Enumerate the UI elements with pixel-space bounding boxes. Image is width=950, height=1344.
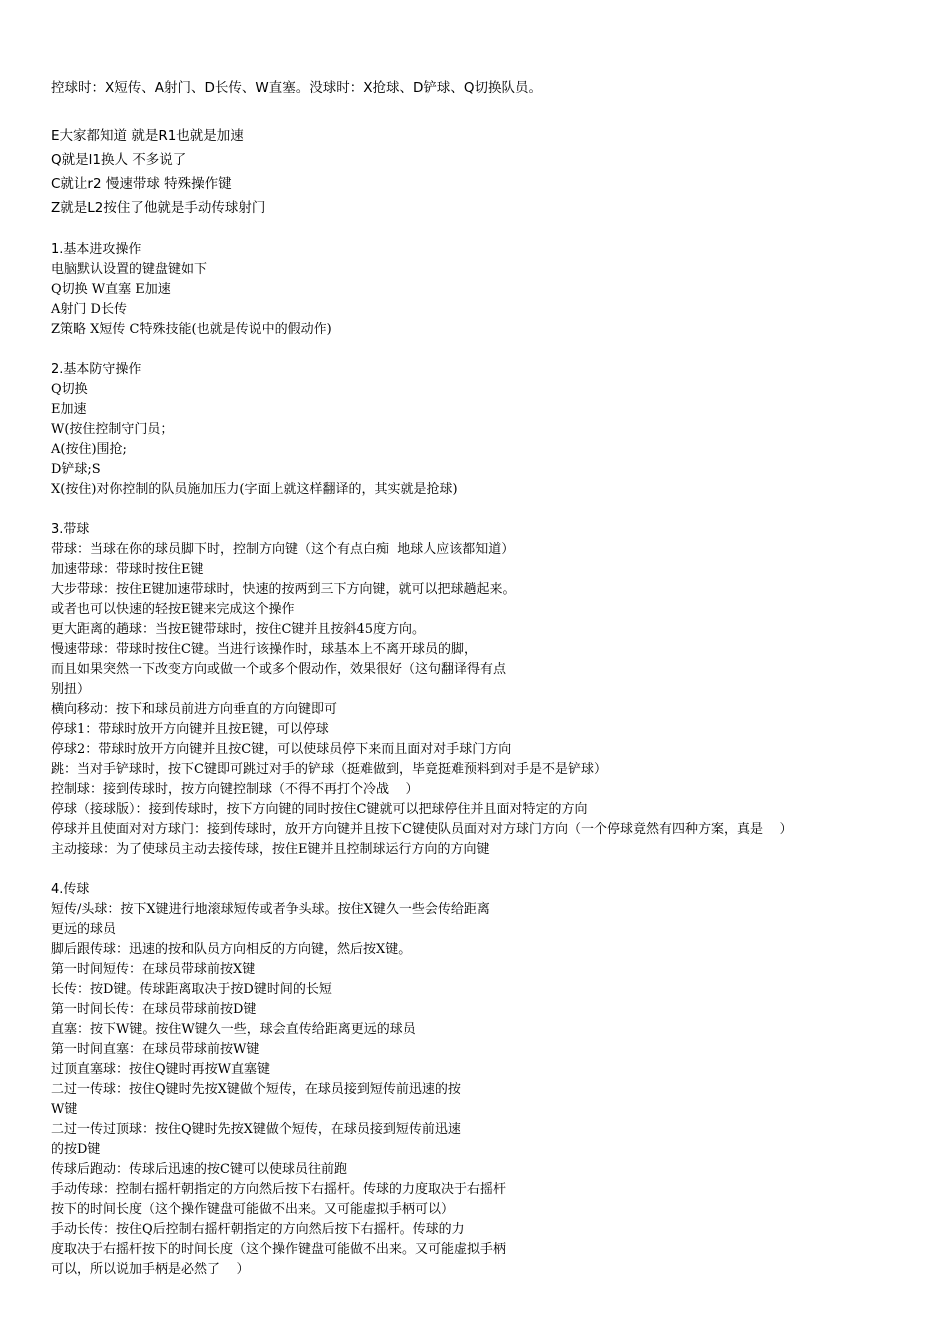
section-line: 横向移动：按下和球员前进方向垂直的方向键即可 bbox=[51, 702, 338, 717]
section-line: 电脑默认设置的键盘键如下 bbox=[51, 262, 208, 277]
section-line: 带球：当球在你的球员脚下时，控制方向键（这个有点白痴 地球人应该都知道） bbox=[51, 542, 515, 557]
section-line: 停球（接球版）：接到传球时，按下方向键的同时按住C键就可以把球停住并且面对特定的方向 bbox=[51, 802, 588, 817]
section-line: 手动传球：控制右摇杆朝指定的方向然后按下右摇杆。传球的力度取决于右摇杆 bbox=[51, 1182, 507, 1197]
section-line: 第一时间直塞：在球员带球前按W键 bbox=[51, 1042, 260, 1057]
section-line: 别扭） bbox=[51, 682, 91, 697]
section-line: 大步带球：按住E键加速带球时，快速的按两到三下方向键，就可以把球趟起来。 bbox=[51, 582, 516, 597]
section-line: 脚后跟传球：迅速的按和队员方向相反的方向键，然后按X键。 bbox=[51, 942, 412, 957]
section-line: 停球1：带球时放开方向键并且按E键，可以停球 bbox=[51, 722, 329, 737]
section-passing bbox=[51, 880, 911, 1280]
section-line: 过顶直塞球：按住Q键时再按W直塞键 bbox=[51, 1062, 271, 1077]
section-line: 二过一传过顶球：按住Q键时先按X键做个短传，在球员接到短传前迅速 bbox=[51, 1122, 461, 1137]
section-line: 按下的时间长度（这个操作键盘可能做不出来。又可能虚拟手柄可以） bbox=[51, 1202, 455, 1217]
section-line: D铲球;S bbox=[51, 462, 101, 477]
section-line: 第一时间长传：在球员带球前按D键 bbox=[51, 1002, 257, 1017]
section-line: Q切换 W直塞 E加速 bbox=[51, 282, 171, 297]
section-line: 更大距离的趟球：当按E键带球时，按住C键并且按斜45度方向。 bbox=[51, 622, 425, 637]
section-line: 更远的球员 bbox=[51, 922, 117, 937]
section-line: Z策略 X短传 C特殊技能(也就是传说中的假动作) bbox=[51, 322, 332, 337]
key-note: Q就是l1换人 不多说了 bbox=[51, 152, 187, 168]
section-line: W键 bbox=[51, 1102, 78, 1117]
section-line: 停球2：带球时放开方向键并且按C键，可以使球员停下来而且面对对手球门方向 bbox=[51, 742, 512, 757]
section-line: Q切换 bbox=[51, 382, 88, 397]
section-line: 长传：按D键。传球距离取决于按D键时间的长短 bbox=[51, 982, 332, 997]
section-dribbling bbox=[51, 520, 911, 860]
section-heading: 1.基本进攻操作 bbox=[51, 242, 142, 257]
section-line: X(按住)对你控制的队员施加压力(字面上就这样翻译的，其实就是抢球) bbox=[51, 482, 458, 497]
key-note: E大家都知道 就是R1也就是加速 bbox=[51, 128, 244, 144]
section-line: 慢速带球：带球时按住C键。当进行该操作时，球基本上不离开球员的脚， bbox=[51, 642, 477, 657]
section-basic-attack bbox=[51, 240, 911, 340]
section-heading: 4.传球 bbox=[51, 882, 90, 897]
section-line: 第一时间短传：在球员带球前按X键 bbox=[51, 962, 256, 977]
section-line: A(按住)围抢; bbox=[51, 442, 127, 457]
section-basic-defense bbox=[51, 360, 911, 500]
intro-line: 控球时：X短传、A射门、D长传、W直塞。没球时：X抢球、D铲球、Q切换队员。 bbox=[51, 80, 542, 96]
section-line: E加速 bbox=[51, 402, 87, 417]
section-line: 二过一传球：按住Q键时先按X键做个短传，在球员接到短传前迅速的按 bbox=[51, 1082, 461, 1097]
key-note: C就让r2 慢速带球 特殊操作键 bbox=[51, 176, 232, 192]
section-line: 度取决于右摇杆按下的时间长度（这个操作键盘可能做不出来。又可能虚拟手柄 bbox=[51, 1242, 507, 1257]
key-notes bbox=[51, 124, 911, 220]
section-line: W(按住控制守门员； bbox=[51, 422, 174, 437]
key-note: Z就是L2按住了他就是手动传球射门 bbox=[51, 200, 266, 216]
section-line: 的按D键 bbox=[51, 1142, 101, 1157]
section-line: 主动接球：为了使球员主动去接传球，按住E键并且控制球运行方向的方向键 bbox=[51, 842, 490, 857]
section-line: 加速带球：带球时按住E键 bbox=[51, 562, 204, 577]
section-line: 直塞：按下W键。按住W键久一些，球会直传给距离更远的球员 bbox=[51, 1022, 416, 1037]
section-heading: 2.基本防守操作 bbox=[51, 362, 142, 377]
section-line: 可以，所以说加手柄是必然了 ） bbox=[51, 1262, 250, 1277]
section-line: 控制球：接到传球时，按方向键控制球（不得不再打个冷战 ） bbox=[51, 782, 419, 797]
document-page bbox=[51, 76, 911, 1280]
section-line: 短传/头球：按下X键进行地滚球短传或者争头球。按住X键久一些会传给距离 bbox=[51, 902, 490, 917]
section-line: A射门 D长传 bbox=[51, 302, 127, 317]
section-line: 手动长传：按住Q后控制右摇杆朝指定的方向然后按下右摇杆。传球的力 bbox=[51, 1222, 465, 1237]
section-line: 停球并且使面对对方球门：接到传球时，放开方向键并且按下C键使队员面对对方球门方向（一个停球竟然有四种方案，真是 ） bbox=[51, 822, 793, 837]
section-line: 而且如果突然一下改变方向或做一个或多个假动作，效果很好（这句翻译得有点 bbox=[51, 662, 507, 677]
section-line: 或者也可以快速的轻按E键来完成这个操作 bbox=[51, 602, 295, 617]
section-line: 跳：当对手铲球时，按下C键即可跳过对手的铲球（挺难做到，毕竟挺难预料到对手是不是铲球） bbox=[51, 762, 607, 777]
section-heading: 3.带球 bbox=[51, 522, 90, 537]
section-line: 传球后跑动：传球后迅速的按C键可以使球员往前跑 bbox=[51, 1162, 347, 1177]
intro-block bbox=[51, 76, 911, 100]
